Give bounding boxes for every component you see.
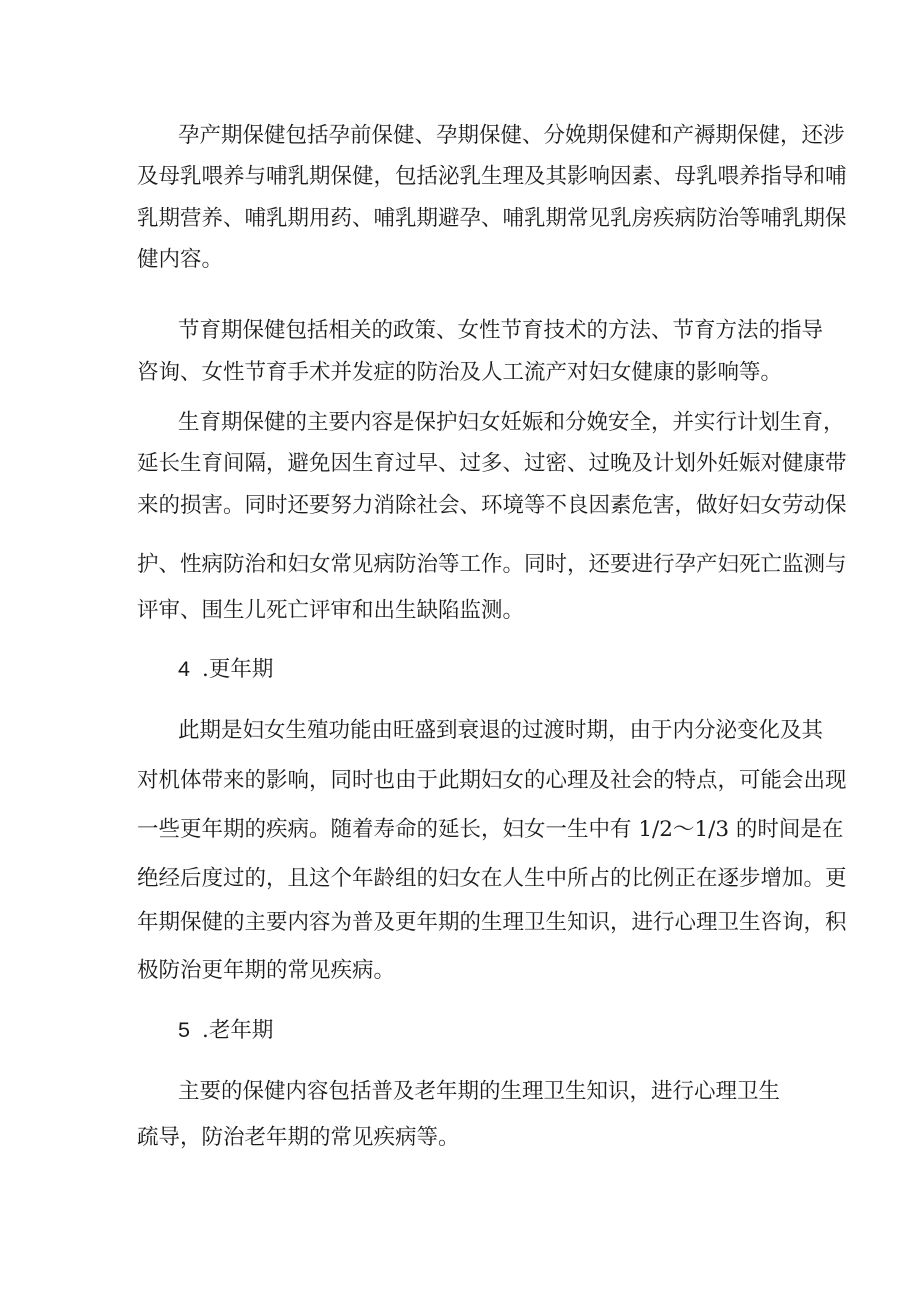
- paragraph-2-line-2: 咨询、女性节育手术并发症的防治及人工流产对妇女健康的影响等。: [137, 360, 783, 385]
- section-title-4: .更年期: [202, 657, 274, 682]
- paragraph-5-line-1: 主要的保健内容包括普及老年期的生理卫生知识，进行心理卫生: [178, 1079, 781, 1104]
- paragraph-4-line-4: 绝经后度过的，且这个年龄组的妇女在人生中所占的比例正在逐步增加。更: [137, 866, 847, 891]
- paragraph-3-line-5: 评审、围生儿死亡评审和出生缺陷监测。: [137, 598, 525, 623]
- paragraph-1-line-4: 健内容。: [137, 247, 224, 272]
- paragraph-4-line-2: 对机体带来的影响，同时也由于此期妇女的心理及社会的特点，可能会出现: [137, 768, 847, 793]
- paragraph-4-line-1: 此期是妇女生殖功能由旺盛到衰退的过渡时期，由于内分泌变化及其: [178, 718, 824, 743]
- paragraph-3-line-2: 延长生育间隔，避免因生育过早、过多、过密、过晚及计划外妊娠对健康带: [137, 451, 847, 476]
- section-heading-4: [178, 654, 273, 684]
- section-heading-5: [178, 1015, 273, 1045]
- paragraph-4-line-6: 极防治更年期的常见疾病。: [137, 958, 396, 983]
- paragraph-3-line-3: 来的损害。同时还要努力消除社会、环境等不良因素危害，做好妇女劳动保: [137, 493, 847, 518]
- paragraph-3-line-4: 护、性病防治和妇女常见病防治等工作。同时，还要进行孕产妇死亡监测与: [137, 552, 847, 577]
- section-number-4: 4: [178, 657, 190, 681]
- paragraph-4-line-5: 年期保健的主要内容为普及更年期的生理卫生知识，进行心理卫生咨询，积: [137, 910, 847, 935]
- paragraph-2-line-1: 节育期保健包括相关的政策、女性节育技术的方法、节育方法的指导: [178, 318, 824, 343]
- paragraph-4-line-3: 一些更年期的疾病。随着寿命的延长，妇女一生中有 1/2～1/3 的时间是在: [137, 817, 844, 842]
- paragraph-3-line-1: 生育期保健的主要内容是保护妇女妊娠和分娩安全，并实行计划生育，: [178, 410, 845, 435]
- section-number-5: 5: [178, 1018, 190, 1042]
- paragraph-1-line-2: 及母乳喂养与哺乳期保健，包括泌乳生理及其影响因素、母乳喂养指导和哺: [137, 164, 847, 189]
- paragraph-1-line-3: 乳期营养、哺乳期用药、哺乳期避孕、哺乳期常见乳房疾病防治等哺乳期保: [137, 206, 847, 231]
- paragraph-1-line-1: 孕产期保健包括孕前保健、孕期保健、分娩期保健和产褥期保健，还涉: [178, 123, 845, 148]
- section-title-5: .老年期: [202, 1018, 274, 1043]
- paragraph-5-line-2: 疏导，防治老年期的常见疾病等。: [137, 1125, 460, 1150]
